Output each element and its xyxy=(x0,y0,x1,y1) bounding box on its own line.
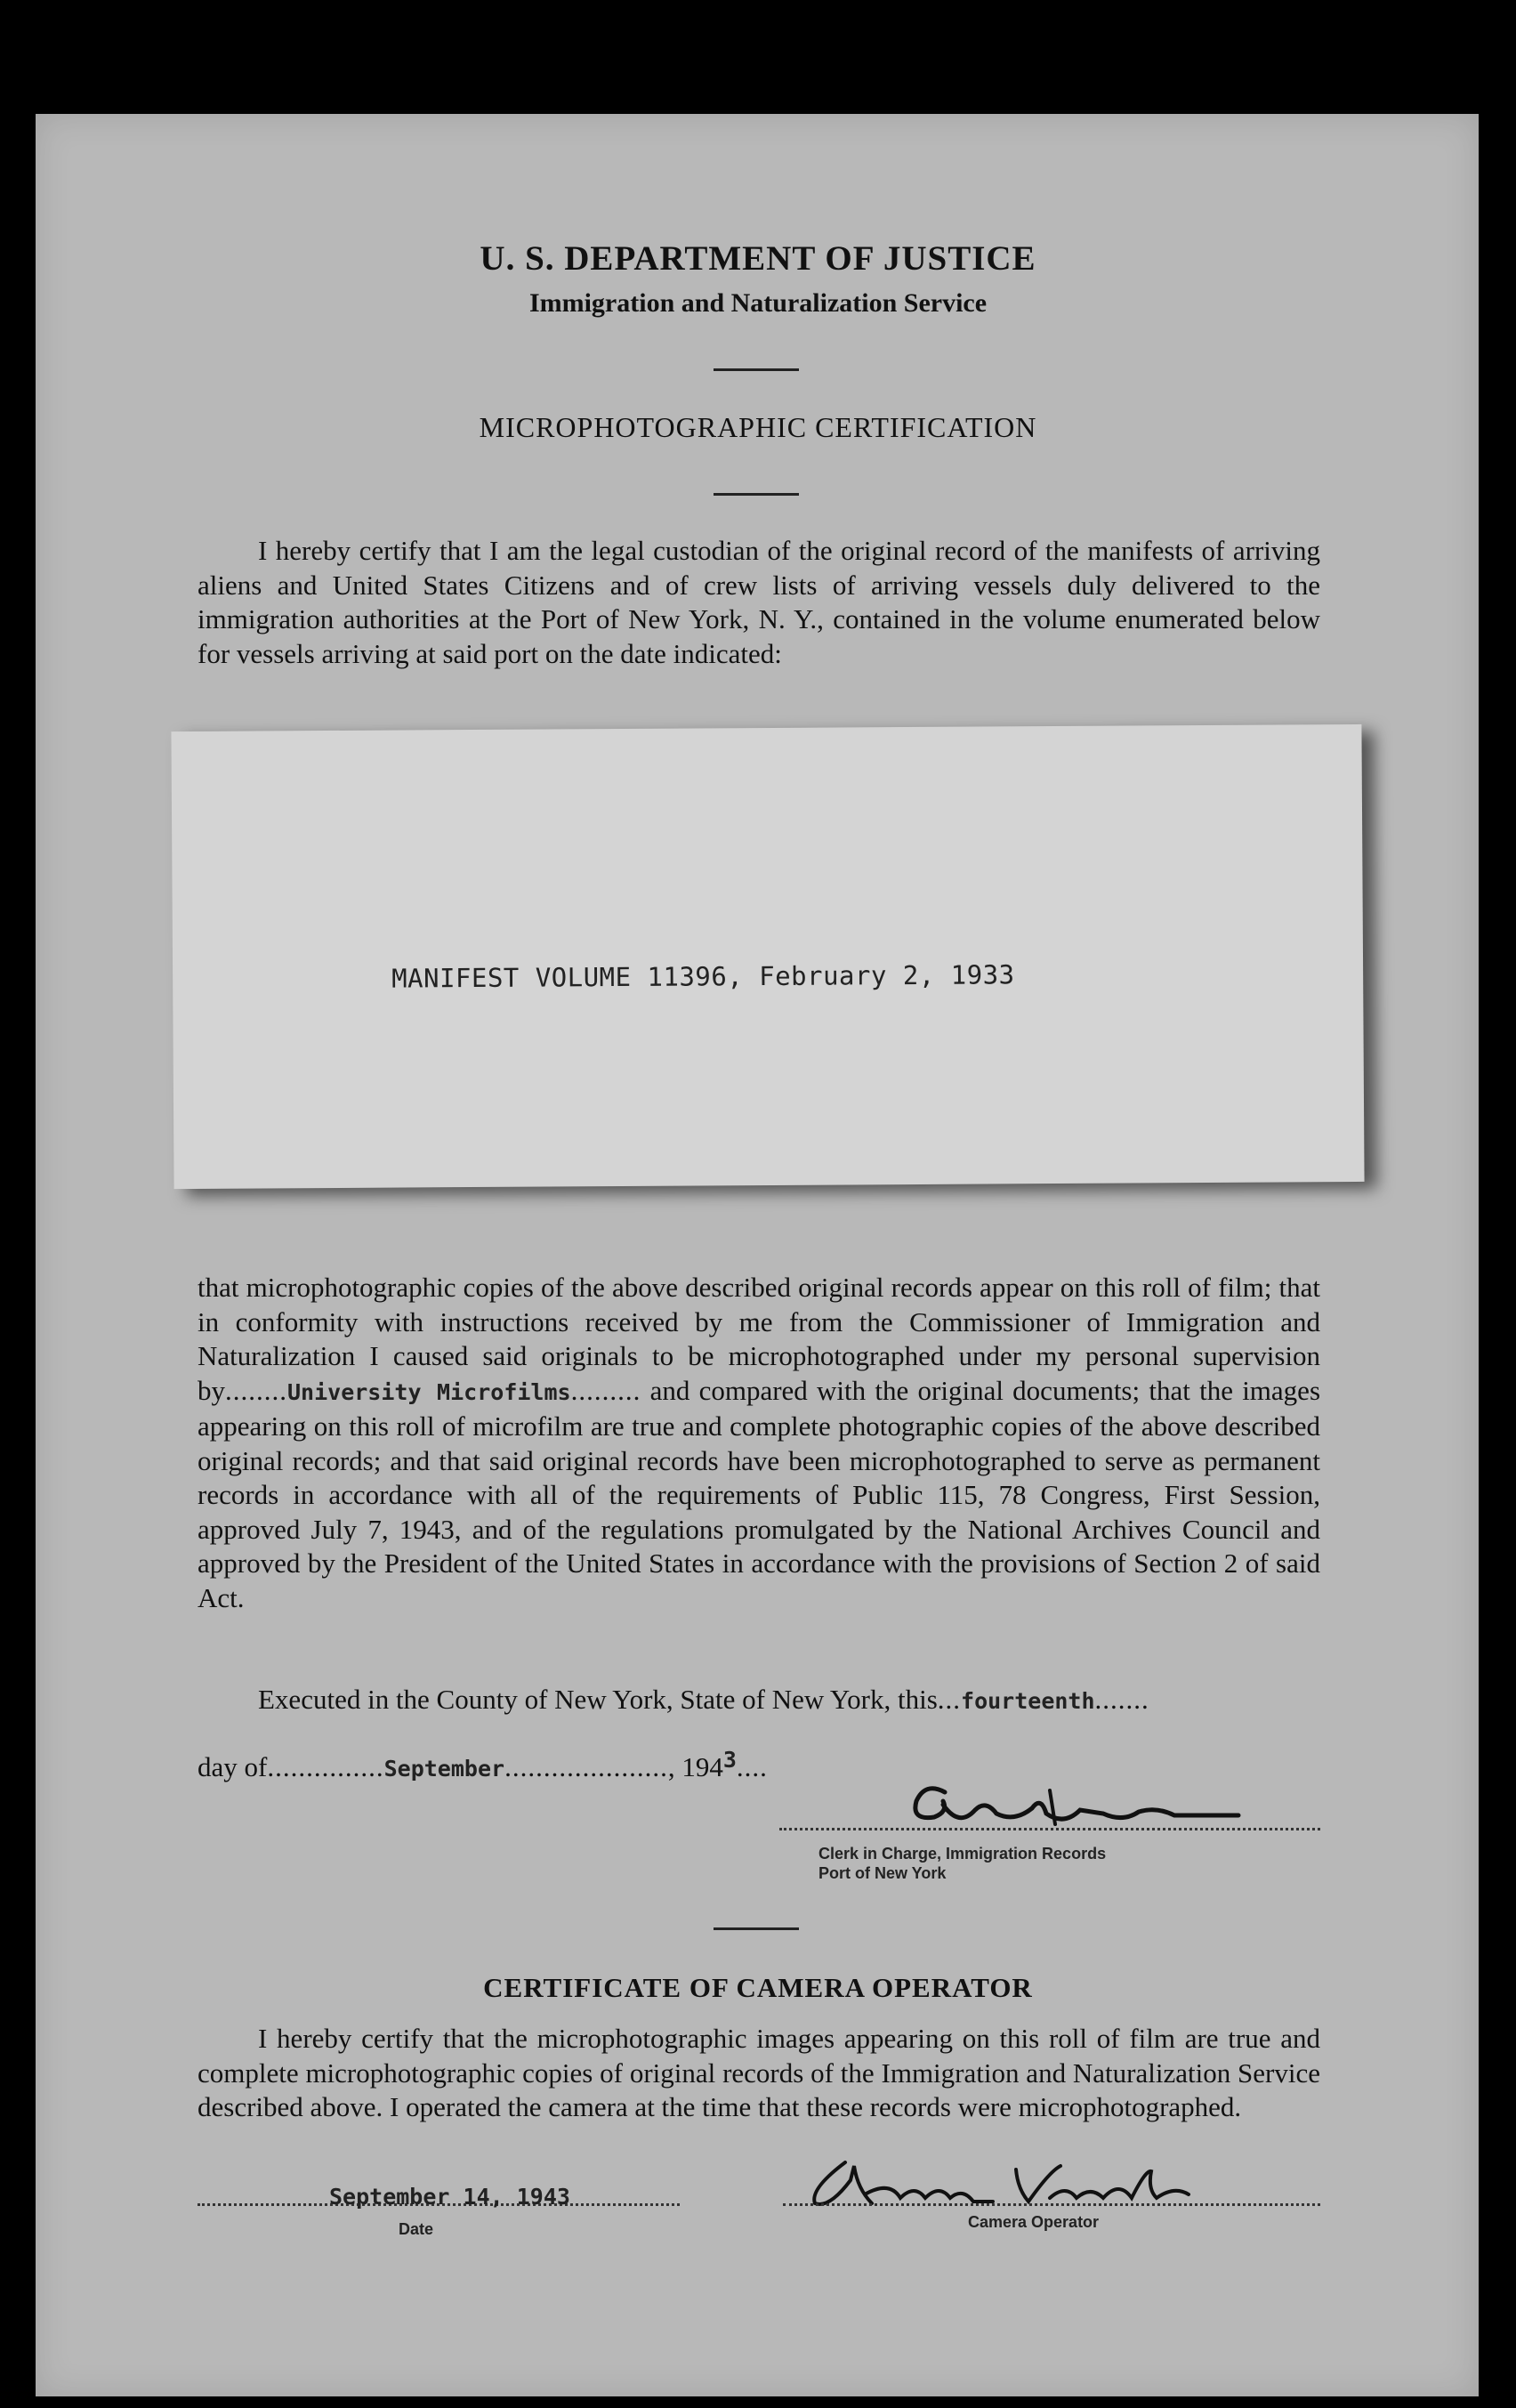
operator-signature-icon xyxy=(783,2153,1201,2216)
date-value: September 14, 1943 xyxy=(329,2184,570,2210)
agency-heading: U. S. DEPARTMENT OF JUSTICE xyxy=(480,239,1036,278)
service-subheading: Immigration and Naturalization Service xyxy=(528,288,988,318)
clerk-signature-line xyxy=(779,1828,1320,1830)
paragraph-2-part-1: that microphotographic copies of the above described original records appear on this roll of film; that in conformity with instructions received by me from the Commissioner of Immigration and Naturalization I caused said originals to be microphotographed under my personal supervision by xyxy=(198,1272,1320,1406)
paragraph-2-part-2: and compared with the original documents; that the images appearing on this roll of microfilm are true and complete photographic copies of the above described original records; and that said original records have been microphotographed to serve as permanent records in accordance with all of the requirements of Public 115, 78 Congress, First Session, approved July 7, 1943, and of the regulations promulgated by the National Archives Council and approved by the President of the United States in accordance with the provisions of Section 2 of said Act. xyxy=(198,1374,1321,1613)
divider-rule xyxy=(714,1927,799,1930)
camera-operator-label: Camera Operator xyxy=(968,2213,1100,2231)
camera-operator-paragraph: I hereby certify that the microphotographic images appearing on this roll of film are true and complete microphotographic copies of original records of the Immigration and Naturalization Service described above. I operated the camera at the time that these records were microphotographed. xyxy=(198,2023,1320,2122)
photographer-name: University Microfilms xyxy=(287,1378,571,1405)
year-prefix: , 194 xyxy=(667,1751,723,1782)
divider-rule xyxy=(714,368,799,371)
certification-title: MICROPHOTOGRAPHIC CERTIFICATION xyxy=(479,411,1037,443)
operator-signature-line xyxy=(783,2203,1320,2206)
camera-operator-title: CERTIFICATE OF CAMERA OPERATOR xyxy=(483,1972,1033,2003)
executed-prefix: Executed in the County of New York, State of New York, this xyxy=(258,1684,938,1715)
year-digit: 3 xyxy=(722,1747,737,1773)
executed-day: fourteenth xyxy=(961,1688,1095,1714)
clerk-title-line-2: Port of New York xyxy=(818,1864,947,1882)
certification-paragraph-2: that microphotographic copies of the above described original records appear on this roll of film; that in conformity with instructions received by me from the Commissioner of Immigration and Naturalization I caused said originals to be microphotographed under my personal supervision by........University Microfilms......... and compared with the original documents; that the images appearing on this roll of microfilm are true and complete photographic copies of the above described original records; and that said original records have been microphotographed to serve as permanent records in accordance with all of the requirements of Public 115, 78 Congress, First Session, approved July 7, 1943, and of the regulations promulgated by the National Archives Council and approved by the President of the United States in accordance with the provisions of Section 2 of said Act. xyxy=(198,1272,1321,1613)
date-label: Date xyxy=(399,2220,434,2238)
manifest-volume-text: MANIFEST VOLUME 11396, February 2, 1933 xyxy=(391,959,1015,994)
day-of-label: day of xyxy=(198,1751,268,1782)
clerk-title-line-1: Clerk in Charge, Immigration Records xyxy=(818,1845,1107,1863)
month-value: September xyxy=(383,1756,505,1782)
executed-line: Executed in the County of New York, State of New York, this...fourteenth....... xyxy=(258,1684,1149,1715)
manifest-card xyxy=(171,724,1364,1189)
certification-paragraph-1: I hereby certify that I am the legal custodian of the original record of the manifests of arriving aliens and United States Citizens and of crew lists of arriving vessels duly delivered to the immigration authorities at the Port of New York, N. Y., contained in the volume enumerated below for vessels arriving at said port on the date indicated: xyxy=(198,535,1320,669)
divider-rule xyxy=(714,493,799,496)
day-of-line: day of...............September....................., $194^3$.... xyxy=(198,1747,768,1782)
